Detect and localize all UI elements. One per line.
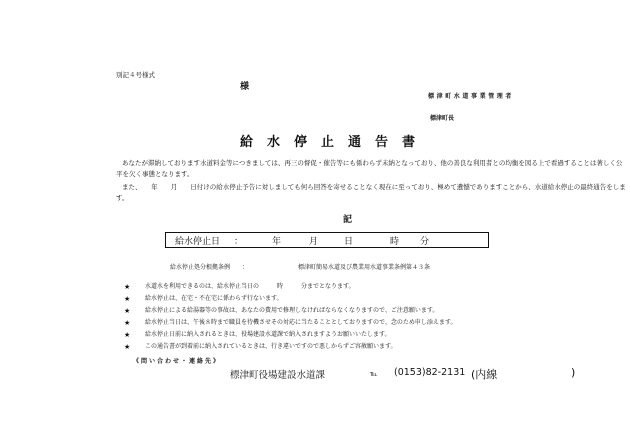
notes-list — [124, 281, 456, 353]
star-icon: ★ — [124, 343, 131, 351]
form-number: 別記４号様式 — [116, 71, 155, 79]
contact-heading: 《問い合わせ・連絡先》 — [133, 358, 222, 365]
issuer-title: 標津町水道事業管理者 — [428, 93, 515, 100]
contact-extension: (内線 — [471, 368, 498, 381]
stop-date-month: 月 — [309, 237, 319, 247]
contact-department: 標津町役場建設水道課 — [230, 370, 326, 381]
stop-date-colon: ： — [234, 237, 244, 247]
basis-label: 給水停止処分根拠条例 ： — [170, 264, 249, 271]
mayor-title: 標津町長 — [430, 115, 455, 122]
contact-closing-paren: ) — [571, 366, 576, 379]
phone-icon: ℡ — [370, 370, 378, 378]
stop-date-minute: 分 — [420, 237, 430, 247]
addressee-suffix: 様 — [240, 82, 250, 92]
stop-date-day: 日 — [344, 237, 354, 247]
stop-date-year: 年 — [272, 237, 282, 247]
star-icon: ★ — [124, 295, 131, 303]
stop-date-box — [165, 232, 489, 248]
list-item: ★ 給水停止による給湯器等の事故は、あなたの費用で修理しなければならなくなりますので、ご注意願います。 — [124, 307, 439, 315]
document-title: 給水停止通告書 — [240, 135, 430, 150]
body-paragraph-1: あなたが滞納しております水道料金等につきましては、再三の督促・催告等にも係わらず未納となっており、他の善良な利用者との均衡を図る上で看過することは著しく公平を欠く事態となります。 — [116, 159, 623, 178]
list-item: ★ 給水停止は、在宅・不在宅に係わらず行ないます。 — [124, 295, 283, 303]
stop-date-hour: 時 — [390, 237, 400, 247]
ki-heading: 記 — [343, 215, 353, 225]
contact-phone: (0153)82-2131 — [394, 367, 466, 378]
stop-date-label: 給水停止日 — [175, 237, 221, 247]
list-item: ★ 給水停止日前に納入されるときは、役場建設水道課で納入されますようお願いいたします。 — [124, 331, 391, 339]
list-item: ★ 給水停止当日は、午後８時まで職員を待機させその対応に当たることとしておりますので、念のため申し添えます。 — [124, 319, 457, 327]
star-icon: ★ — [124, 307, 131, 315]
star-icon: ★ — [124, 319, 131, 327]
basis-value: 標津町簡易水道及び農業用水道事業条例第４３条 — [298, 264, 431, 271]
body-paragraph-2: また、 年 月 日付けの給水停止予告に対しましても何ら回答を寄せることなく現在に至っており、極めて遺憾でありますことから、水道給水停止の最終通告をします。 — [116, 183, 626, 202]
star-icon: ★ — [124, 331, 131, 339]
list-item: ★ この通告書が到着前に納入されているときは、行き違いですので悪しからずご容赦願います。 — [124, 343, 397, 351]
star-icon: ★ — [124, 283, 131, 291]
list-item: ★ 水道水を利用できるのは、給水停止当日の 時 分までとなります。 — [124, 283, 355, 291]
